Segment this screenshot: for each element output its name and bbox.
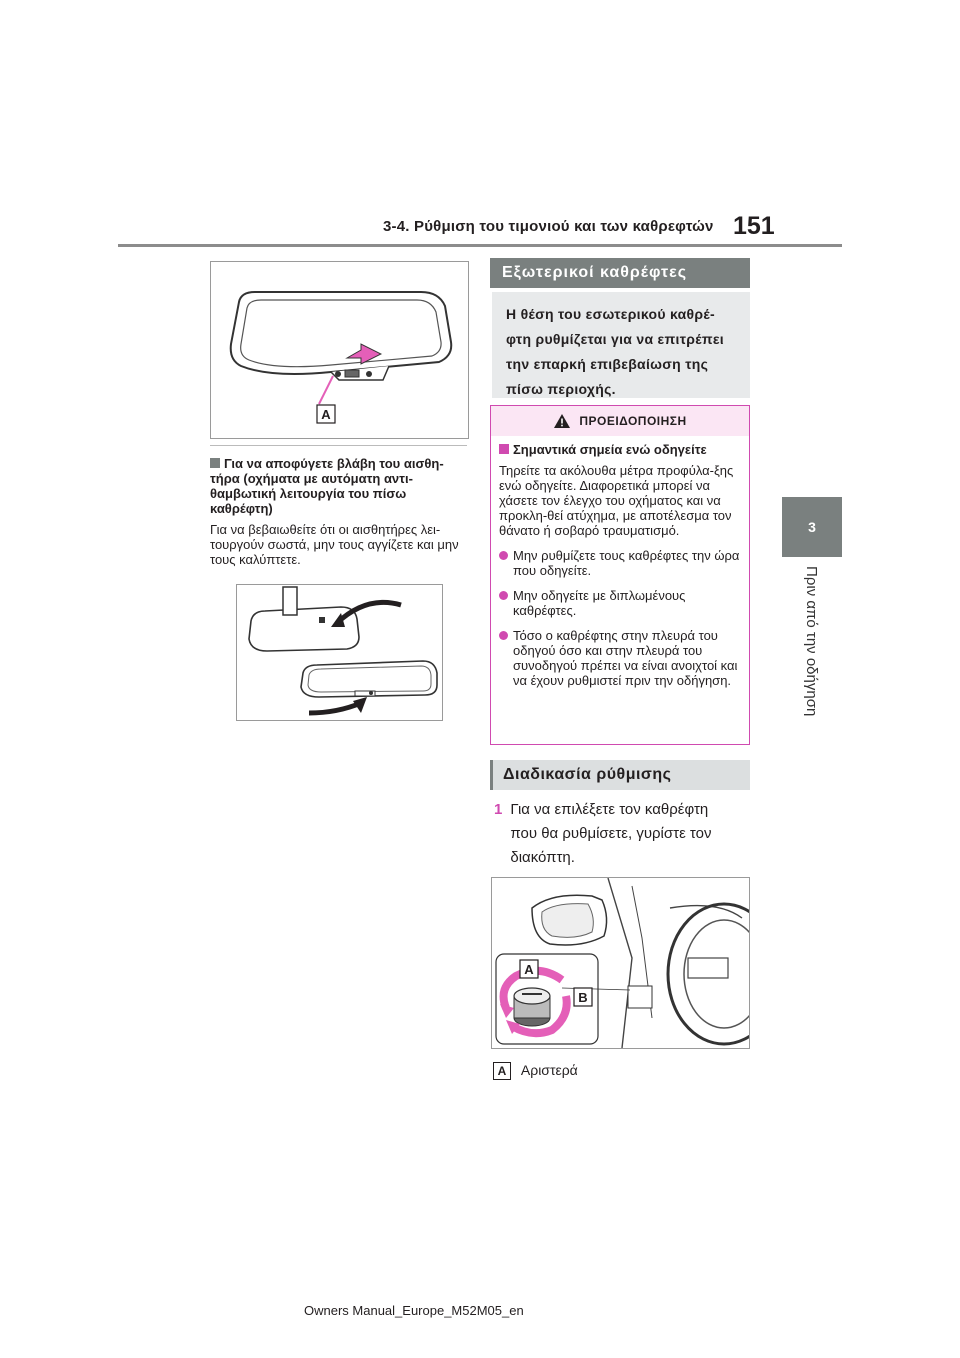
warning-triangle-icon: [553, 413, 571, 429]
figure1-label-a: A: [321, 407, 331, 422]
step-number: 1: [494, 801, 503, 818]
warning-bullet: [499, 548, 741, 578]
step-1: [494, 798, 750, 870]
warning-bullet-text: Τόσο ο καθρέφτης στην πλευρά του οδηγού όσο και στην πλευρά του συνοδηγού πρέπει να είναι ανοιχτοί και να έχουν ρυθμιστεί πριν την οδήγηση.: [513, 628, 738, 688]
outside-mirrors-heading: Εξωτερικοί καθρέφτες: [490, 258, 750, 288]
intro-box: Η θέση του εσωτερικού καθρέ-φτη ρυθμίζεται για να επιτρέπει την επαρκή επιβεβαίωση της πίσω περιοχής.: [492, 292, 750, 398]
legend-text: Αριστερά: [520, 1062, 578, 1078]
warning-subtitle: [499, 442, 741, 457]
bullet-dot-icon: [499, 591, 508, 600]
header-rule: [118, 244, 842, 247]
figure-mirror-sensors: [236, 584, 443, 721]
bullet-dot-icon: [499, 551, 508, 560]
warning-bullet: [499, 628, 741, 688]
warning-box: [490, 405, 750, 745]
section-divider: [210, 445, 467, 446]
warning-content: [491, 436, 749, 694]
warning-label: ΠΡΟΕΙΔΟΠΟΙΗΣΗ: [579, 414, 687, 428]
figure-mirror-switch: [491, 877, 750, 1049]
figure3-label-a: A: [524, 962, 534, 977]
figure-rearview-mirror: [210, 261, 469, 439]
warning-text: Τηρείτε τα ακόλουθα μέτρα προφύλα-ξης ενώ οδηγείτε. Διαφορετικά μπορεί να χάσετε τον έλεγχο του οχήματος και να προκλη-θεί ατύχημα, με αποτέλεσμα τον θάνατο ή σοβαρό τραυματισμό.: [499, 463, 734, 538]
mirror-switch-illustration: [492, 878, 749, 1048]
warning-subtitle-text: Σημαντικά σημεία ενώ οδηγείτε: [513, 442, 707, 457]
legend-label: A: [493, 1062, 511, 1080]
bullet-dot-icon: [499, 631, 508, 640]
chapter-tab: [782, 497, 842, 557]
chapter-side-text: Πριν από την οδήγηση: [803, 566, 820, 717]
procedure-heading: Διαδικασία ρύθμισης: [490, 760, 750, 790]
header-title: 3-4. Ρύθμιση του τιμονιού και των καθρεφτών: [383, 218, 714, 235]
sensor-section-title-text: Για να αποφύγετε βλάβη του αισθη-τήρα (οχήματα με αυτόματη αντι-θαμβωτική λειτουργία του πίσω καθρέφτη): [210, 456, 444, 516]
warning-square-icon: [499, 444, 509, 454]
footer-text: Owners Manual_Europe_M52M05_en: [304, 1303, 524, 1318]
warning-bullet-text: Μην ρυθμίζετε τους καθρέφτες την ώρα που οδηγείτε.: [513, 548, 740, 578]
warning-header: [491, 406, 749, 436]
sensor-section-title: [210, 456, 468, 516]
section-square-icon: [210, 458, 220, 468]
warning-bullet-text: Μην οδηγείτε με διπλωμένους καθρέφτες.: [513, 588, 686, 618]
legend-item: [493, 1062, 578, 1080]
chapter-side-label: [784, 566, 840, 756]
figure3-label-b: B: [578, 990, 588, 1005]
rearview-mirror-illustration: [211, 262, 468, 438]
mirror-sensors-illustration: [237, 585, 442, 720]
chapter-number: 3: [808, 519, 816, 535]
page-number: 151: [733, 212, 775, 240]
sensor-section-text: Για να βεβαιωθείτε ότι οι αισθητήρες λει-τουργούν σωστά, μην τους αγγίζετε και μην τους καλύπτετε.: [210, 522, 459, 567]
warning-bullet: [499, 588, 741, 618]
step-text: Για να επιλέξετε τον καθρέφτη που θα ρυθμίσετε, γυρίστε τον διακόπτη.: [510, 801, 712, 866]
